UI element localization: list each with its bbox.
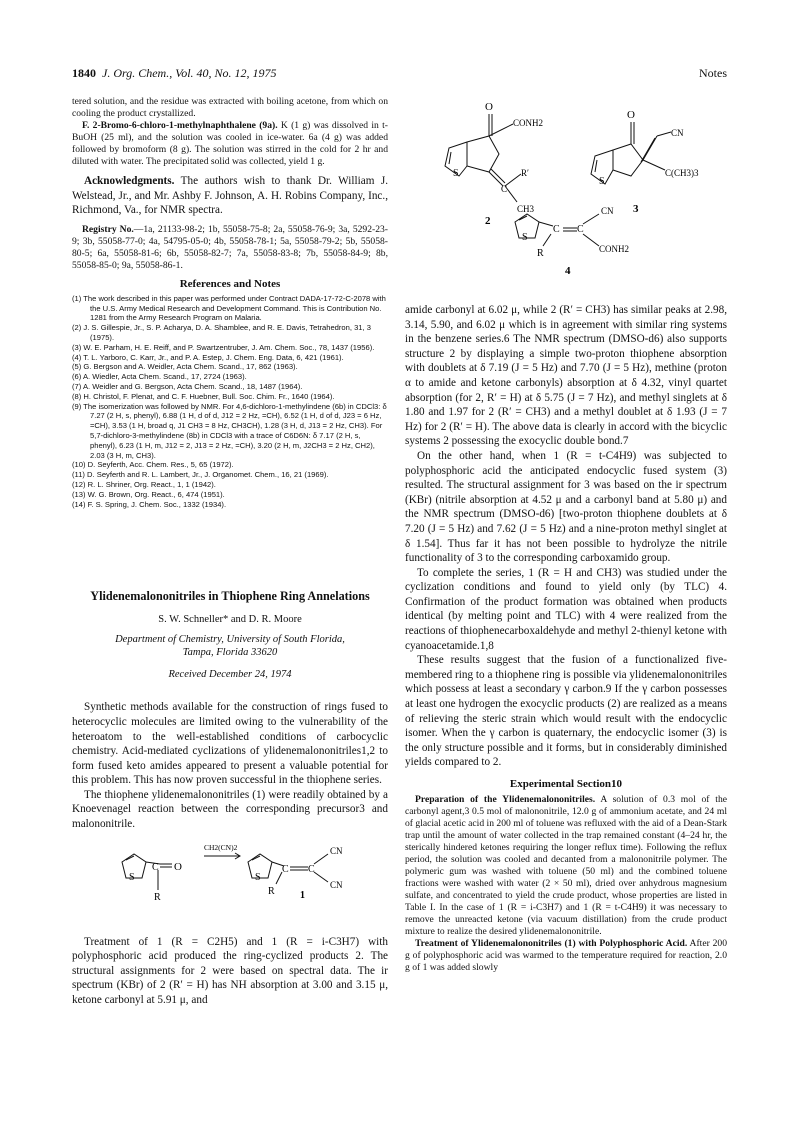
struct-4-s: S [522,232,528,243]
reference-item: (1) The work described in this paper was performed under Contract DADA-17-72-C-2078 with the U.S. Army Medical Research and Development Command. This is Contribution No. 1281 from the Army Research Program on Malaria. [72,293,386,323]
scheme-r-1: R [154,891,161,903]
scheme-o: O [174,860,182,873]
experimental-heading: Experimental Section10 [509,778,623,790]
struct-4-label: 4 [565,265,571,277]
struct-2-ch3: CH3 [517,204,535,214]
struct-3-o: O [627,109,635,121]
discussion-paragraph-2: On the other hand, when 1 (R = t-C4H9) was subjected to polyphosphoric acid the anticipated endocyclic fused system (3) resulted. The structural assignment for 3 was based on the ir spectrum (KBr) (nitrile absorption at 4.52 μ and a carbonyl band at 5.80 μ) and the NMR spectrum (DMSO-d6) [two-proton thiophene doublets at δ 7.20 (J = 5 Hz) and 7.62 (J = 5 Hz) and a nine-proton methyl singlet at δ 1.54]. Thus far it has not been possible to hydrolyze the nitrile functionality of 3 to the corresponding carboxamido group. [405,449,727,565]
scheme-r-2: R [268,885,275,897]
discussion-paragraph-4: These results suggest that the fusion of a functionalized five-membered ring to a thiophene ring is possible via ylidenemalononitriles which possess at least a secondary γ carbon.9 If the γ carbon possesses at least one hydrogen the exocyclic products (2) are realized as a means of relieving the steric strain which would result with the endocyclic isomer. When the γ carbon is quaternary, the endocyclic isomer (3) is the only structure possible and it forms, but in considerably diminished yields compared to 2. [405,654,727,769]
scheme-reagent: CH2(CN)2 [204,842,238,852]
reference-item: (11) D. Seyferth and R. L. Lambert, Jr., J. Organomet. Chem., 16, 21 (1969). [72,470,329,480]
reference-item: (5) G. Bergson and A. Weidler, Acta Chem. Scand., 17, 862 (1963). [72,362,298,372]
article-affiliation [72,633,388,659]
scheme-cn-2: CN [330,879,343,890]
journal-citation: J. Org. Chem., Vol. 40, No. 12, 1975 [102,66,277,80]
struct-2-c: C [501,184,508,194]
received-date: Received December 24, 1974 [168,669,292,681]
experimental-p2-title: Treatment of Ylidenemalononitriles (1) with Polyphosphoric Acid. [415,938,688,949]
scheme-c-2: C [282,863,289,875]
reference-item: (3) W. E. Parham, H. E. Reiff, and P. Swartzentruber, J. Am. Chem. Soc., 78, 1437 (1956). [72,342,375,352]
left-column [72,96,388,1008]
section-name: Notes [699,66,727,80]
page-number: 1840 [72,66,96,80]
prep-9a-paragraph [72,120,388,168]
prep-9a-body: K (1 g) was dissolved in t-BuOH (25 ml), and the solution was cooled in ice-water. 6a (4 g) was added followed by bromoform (8 g). The solution was stirred in the cold for 2 hr and diluted with water. The precipitated solid was collected, yield 1 g. [72,120,388,167]
scheme-c-3: C [308,863,315,875]
struct-4-cn: CN [601,206,614,216]
experimental-p2-body: After 200 g of polyphosphoric acid was warmed to the temperature required for reaction, 2.0 g of 1 was added slowly [405,938,727,973]
reference-item: (10) D. Seyferth, Acc. Chem. Res., 5, 65 (1972). [72,460,234,470]
reference-item: (4) T. L. Yarboro, C. Karr, Jr., and P. A. Estep, J. Chem. Eng. Data, 6, 421 (1961). [72,352,344,362]
affiliation-line-1: Department of Chemistry, University of South Florida, [115,634,345,646]
intro-paragraph-1: Synthetic methods available for the construction of rings fused to heterocyclic molecules are limited owing to the vulnerability of the heteroatom to the well-established conditions of carbocyclic chemistry. Acid-mediated cyclizations of ylidenemalononitriles1,2 to form fused keto amides appeared to present a valuable potential for this problem. This has now proven successful in the thiophene series. [72,701,388,787]
intro-paragraph-3: Treatment of 1 (R = C2H5) and 1 (R = i-C3H7) with polyphosphoric acid produced the ring-cyclized products 2. The structural assignments for 2 were based on spectral data. The ir spectrum (KBr) of 2 (R′ = H) has NH absorption at 3.00 and 3.15 μ, ketone carbonyl at 5.91 μ, and [72,935,388,1007]
intro-paragraph-2: The thiophene ylidenemalononitriles (1) were readily obtained by a Knoevenagel reaction between the corresponding precursor3 and malononitrile. [72,788,388,831]
running-head [72,66,727,82]
reference-item: (2) J. S. Gillespie, Jr., S. P. Acharya, D. A. Shamblee, and R. E. Davis, Tetrahedron, 31, 3 (1975). [72,323,371,342]
structures-2-3-4 [405,96,727,296]
experimental-paragraph-2 [405,938,727,974]
registry-title: Registry No. [82,223,134,235]
struct-2-rprime: R′ [521,168,529,178]
experimental-p1-body: A solution of 0.3 mol of the carbonyl agent,3 0.5 mol of malononitrile, 12.0 g of ammonium acetate, and 24 ml of glacial acetic acid in 200 ml of toluene was refluxed with the aid of a Dean-Stark trap until the amount of water collected in the trap remained constant (4–24 hr, the sterically hindered ketones requiring the longer reflux time). Following the reflux period, the solution was cooled and decanted from a malononitrile polymer. The polymeric gum was washed with toluene (50 ml) and the combined toluene fractions were washed with water (2 × 50 ml), dried over anhydrous magnesium sulfate, and concentrated to yield the crude product, whose properties are listed in Table I. In the case of 1 (R = i-C3H7) and 1 (R = t-C4H9) it was necessary to remove the unreacted ketone (via vacuum distillation) from the crude product mixture to realize the desired ylidenemalononitrile. [405,794,727,937]
references-list [72,294,388,510]
reference-item: (9) The isomerization was followed by NMR. For 4,6-dichloro-1-methylindene (6b) in CDCl3: δ 7.27 (2 H, s, phenyl), 6.88 (1 H, d of d, J12 = 2 Hz, =CH), 6.52 (1 H, d of d, J23 = 6 Hz, =CH), 3.53 (1 H, broad q, J1 CH3 = 8 Hz, CH3CH), 1.28 (3 H, d, J13 = 2 Hz, CH3). For 5,7-dichloro-3-methylindene (8b) in CDCl3 with a trace of C6D6N: δ 7.17 (2 H, s, phenyl), 6.23 (1 H, m, J12 = 2, J13 = 2 Hz, =CH), 3.20 (2 H, m, J2CH3 = 2 Hz, CH2), 2.03 (3 H, m, CH3). [72,401,387,460]
reference-item: (13) W. G. Brown, Org. React., 6, 474 (1951). [72,489,225,499]
reference-item: (12) R. L. Shriner, Org. React., 1, 1 (1942). [72,479,216,489]
struct-3-cn: CN [671,128,684,138]
struct-4-c-2: C [577,224,584,235]
acknowledgments-title: Acknowledgments. [84,175,175,187]
continuation-paragraph: tered solution, and the residue was extracted with boiling acetone, from which on cooling the product crystallized. [72,96,388,119]
article-title: Ylidenemalononitriles in Thiophene Ring Annelations [90,589,370,604]
discussion-paragraph-1: amide carbonyl at 6.02 μ, while 2 (R′ = CH3) has similar peaks at 2.98, 3.14, 5.90, and 6.02 μ which is in agreement with similar ring systems in the benzene series.6 The NMR spectrum (DMSO-d6) also supports structure 2 by displaying a simple two-proton thiophene absorption with doublets at δ 7.19 (J = 5 Hz) and 7.70 (J = 5 Hz), methine (proton α to amide and ketone carbonyls) absorption at δ 4.32, vinyl quartet absorption (for 2, R′ = H) at δ 5.75 (J = 7 Hz), and methyl singlets at δ 1.80 and 1.97 for 2 (R′ = CH3) and a methyl doublet at δ 1.93 (J = 7 Hz) for 2 (R′ = H). The above data is clearly in accord with the bicyclic systems 2 possessing the exocyclic double bond.7 [405,304,727,448]
reference-item: (7) A. Weidler and G. Bergson, Acta Chem. Scand., 18, 1487 (1964). [72,381,303,391]
reference-item: (14) F. S. Spring, J. Chem. Soc., 1332 (1934). [72,499,227,509]
affiliation-line-2: Tampa, Florida 33620 [182,647,278,659]
experimental-p1-title: Preparation of the Ylidenemalononitriles. [415,794,596,805]
struct-2-conh2: CONH2 [513,118,544,128]
running-head-left [72,66,277,81]
registry-paragraph [72,224,388,272]
struct-2-label: 2 [485,215,491,227]
scheme-cn-1: CN [330,845,343,856]
scheme-s-2: S [255,871,261,883]
struct-2-s: S [453,168,459,179]
struct-3-s: S [599,176,605,187]
acknowledgments-body: The authors wish to thank Dr. William J. Welstead, Jr., and Mr. Ashby F. Johnson, A. H. Robins Company, Inc., Richmond, Va., for NMR spectra. [72,175,388,217]
experimental-paragraph-1 [405,794,727,938]
knoevenagel-scheme [72,834,388,926]
struct-3-label: 3 [633,203,639,215]
registry-body: —1a, 21133-98-2; 1b, 55058-75-8; 2a, 55058-76-9; 3a, 5292-23-9; 3b, 55058-77-0; 4a, 54795-05-0; 4b, 55058-78-1; 5a, 55058-79-2; 5b, 55058-80-5; 6a, 55058-81-6; 6b, 55058-82-7; 7a, 55058-83-8; 7b, 55058-84-9; 8b, 55058-85-0; 9a, 55058-86-1. [72,223,388,271]
acknowledgments-paragraph [72,174,388,218]
struct-4-r: R [537,248,544,259]
struct-4-c-1: C [553,224,560,235]
prep-9a-title: F. 2-Bromo-6-chloro-1-methylnaphthalene (9a). [82,120,278,131]
struct-2-o: O [485,101,493,113]
right-column [405,96,727,974]
references-heading: References and Notes [179,277,281,290]
struct-3-tbu: C(CH3)3 [665,168,699,178]
scheme-c-1: C [152,861,159,873]
reference-item: (8) H. Christol, F. Plenat, and C. F. Huebner, Bull. Soc. Chim. Fr., 1640 (1964). [72,391,335,401]
reference-item: (6) A. Wiedler, Acta Chem. Scand., 17, 2724 (1963). [72,372,247,382]
scheme-compound-label: 1 [300,889,305,901]
scheme-s-1: S [129,871,135,883]
struct-4-conh2: CONH2 [599,244,630,254]
discussion-paragraph-3: To complete the series, 1 (R = H and CH3) was studied under the cyclization conditions and found to yield only (by TLC) 4. Confirmation of the product formation was obtained when products identical (by melting point and TLC) with 4 were realized from the reactions of thiophenecarboxaldehyde and methyl 2-thienyl ketone with cyanoacetamide.1,8 [405,566,727,652]
article-authors: S. W. Schneller* and D. R. Moore [158,614,302,626]
